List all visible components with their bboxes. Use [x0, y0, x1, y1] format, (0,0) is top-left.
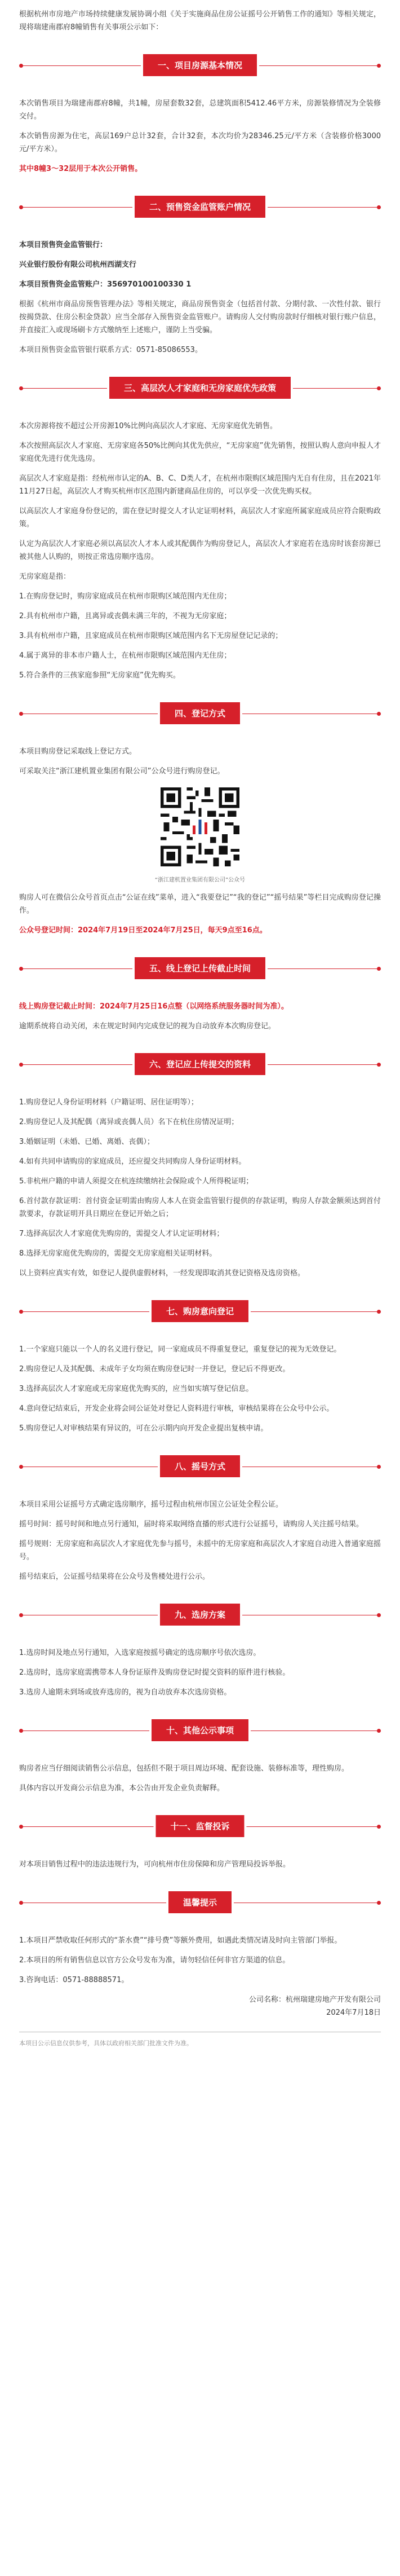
- section-3-para: 高层次人才家庭是指：经杭州市认定的A、B、C、D类人才，在杭州市限购区域范围内无自有住房，且在2021年11月27日起，高层次人才购买杭州市区范围内新建商品住房的，可以享受一次优先购买权。: [19, 474, 381, 496]
- section-4-para: 本项目购房登记采取线上登记方式。: [19, 747, 137, 756]
- section-7-para: 2.购房登记人及其配偶、未成年子女均须在购房登记时一并登记，登记后不得更改。: [19, 1365, 290, 1373]
- section-6-para: 2.购房登记人及其配偶（离异或丧偶人员）名下在杭住房情况证明；: [19, 1118, 239, 1126]
- section-title: 八、摇号方式: [160, 1455, 240, 1477]
- section-3-para: 认定为高层次人才家庭必须以高层次人才本人或其配偶作为购房登记人，高层次人才家庭若在选房时该套房源已被其他人认购的，则按正常选房顺序选房。: [19, 540, 381, 561]
- intro-paragraph: 根据杭州市房地产市场持续健康发展协调小组《关于实施商品住房公证摇号公开销售工作的通知》等相关规定，现将瑞建南郡府8幢销售有关事项公示如下：: [19, 10, 381, 32]
- divider-dot: [377, 1063, 381, 1067]
- signoff: [19, 1993, 381, 2019]
- section-9-para: 1.选房时间及地点另行通知，入选家庭按摇号确定的选房顺序号依次选房。: [19, 1649, 261, 1657]
- section-11-para: 对本项目销售过程中的违法违规行为，可向杭州市住房保障和房产管理局投诉举报。: [19, 1860, 291, 1869]
- section-title: 三、高层次人才家庭和无房家庭优先政策: [109, 377, 291, 399]
- section-7-para: 1.一个家庭只能以一个人的名义进行登记，同一家庭成员不得重复登记，重复登记的视为无效登记。: [19, 1345, 341, 1354]
- section-title: 四、登记方式: [160, 702, 240, 724]
- tips-para: 3.咨询电话：0571-88888571。: [19, 1976, 129, 1984]
- section-6-para: 以上资料应真实有效，如登记人提供虚假材料，一经发现即取消其登记资格及选房资格。: [19, 1269, 305, 1278]
- section-3-para: 1.在购房登记时，购房家庭成员在杭州市限购区域范围内无住房；: [19, 592, 232, 601]
- divider-dot: [19, 1465, 23, 1469]
- section-8-para: 摇号规则：无房家庭和高层次人才家庭优先参与摇号，未摇中的无房家庭和高层次人才家庭自动进入普通家庭摇号。: [19, 1540, 381, 1561]
- section-7-para: 4.意向登记结束后，开发企业将会同公证处对登记人资料进行审核，审核结果将在公众号中公示。: [19, 1404, 334, 1413]
- section-2-header: [19, 188, 381, 227]
- divider-dot: [19, 712, 23, 716]
- section-7-header: [19, 1292, 381, 1332]
- section-title: 七、购房意向登记: [152, 1300, 248, 1322]
- section-5-para: 逾期系统将自动关闭，未在规定时间内完成登记的视为自动放弃本次购房登记。: [19, 1022, 276, 1031]
- section-title: 九、选房方案: [160, 1604, 240, 1626]
- qr-code-icon[interactable]: [158, 785, 242, 869]
- divider-dot: [377, 712, 381, 716]
- section-title: 十一、监督投诉: [155, 1815, 244, 1837]
- section-3-para: 无房家庭是指：: [19, 573, 71, 581]
- section-2-para: 根据《杭州市商品房预售管理办法》等相关规定，商品房预售资金（包括首付款、分期付款、一次性付款、银行按揭贷款、住房公积金贷款）应当全部存入预售资金监管账户。请购房人交付购房款时仔细核对银行账户信息，并直接汇入或现场刷卡方式缴纳至上述账户，谨防上当受骗。: [19, 300, 381, 334]
- section-4-para: 可采取关注“浙江建机置业集团有限公司”公众号进行购房登记。: [19, 767, 225, 776]
- section-4-para: 购房人可在微信公众号首页点击“公证在线”菜单，进入“我要登记”“我的登记”“摇号结果”等栏目完成购房登记操作。: [19, 893, 381, 915]
- section-6-para: 1.购房登记人身份证明材料（户籍证明、居住证明等）；: [19, 1098, 198, 1107]
- section-3-para: 2.具有杭州市户籍，且离异或丧偶未满三年的，不视为无房家庭；: [19, 612, 232, 620]
- section-11-header: [19, 1807, 381, 1847]
- divider-dot: [377, 1465, 381, 1469]
- section-3-para: 5.符合条件的三孩家庭参照“无房家庭”优先购买。: [19, 671, 180, 680]
- section-10-para: 具体内容以开发商公示信息为准，本公告由开发企业负责解释。: [19, 1784, 225, 1793]
- divider-dot: [377, 1901, 381, 1905]
- section-8-header: [19, 1447, 381, 1487]
- section-9-header: [19, 1596, 381, 1635]
- divider-dot: [377, 967, 381, 971]
- divider-dot: [377, 1729, 381, 1733]
- tips-header: [19, 1883, 381, 1923]
- section-2-account: 本项目预售资金监管账户：356970100100330 1: [19, 280, 192, 289]
- section-title: 六、登记应上传提交的资料: [135, 1053, 265, 1075]
- section-4-header: [19, 694, 381, 734]
- section-title: 十、其他公示事项: [152, 1719, 248, 1741]
- section-1-header: [19, 46, 381, 86]
- divider-dot: [19, 386, 23, 390]
- divider-dot: [377, 1825, 381, 1829]
- divider-dot: [377, 386, 381, 390]
- section-8-para: 摇号结束后，公证摇号结果将在公众号及售楼处进行公示。: [19, 1573, 210, 1581]
- divider-dot: [19, 1310, 23, 1314]
- divider-dot: [19, 1901, 23, 1905]
- section-3-para: 3.具有杭州市户籍，且家庭成员在杭州市限购区域范围内名下无房屋登记记录的；: [19, 632, 283, 640]
- divider-dot: [377, 205, 381, 209]
- section-1-para: 本次销售项目为瑞建南郡府8幢，共1幢，房屋套数32套，总建筑面积5412.46平方米，房源装修情况为全装修交付。: [19, 99, 381, 121]
- section-title: 温馨提示: [168, 1891, 232, 1913]
- signoff-date: 2024年7月18日: [326, 2009, 381, 2017]
- section-6-para: 3.婚姻证明（未婚、已婚、离婚、丧偶）；: [19, 1138, 154, 1146]
- tips-para: 2.本项目的所有销售信息以官方公众号发布为准，请勿轻信任何非官方渠道的信息。: [19, 1956, 290, 1965]
- section-1-para: 其中8幢3～32层用于本次公开销售。: [19, 165, 143, 173]
- section-5-header: [19, 949, 381, 989]
- section-6-para: 6.首付款存款证明：首付资金证明需由购房人本人在资金监管银行提供的存款证明，购房人存款金额须达到首付款要求，存款证明开具日期应在登记开始之后；: [19, 1197, 381, 1218]
- section-title: 五、线上登记上传截止时间: [135, 957, 265, 979]
- section-6-header: [19, 1045, 381, 1085]
- divider-dot: [19, 1825, 23, 1829]
- divider-dot: [377, 64, 381, 68]
- section-6-para: 7.选择高层次人才家庭优先购房的，需提交人才认定证明材料；: [19, 1230, 224, 1238]
- section-1-para: 本次销售房源为住宅，高层169户总计32套，合计32套，本次均价为28346.25元/平方米（含装修价格3000元/平方米）。: [19, 132, 381, 153]
- divider-dot: [19, 64, 23, 68]
- section-3-header: [19, 369, 381, 408]
- divider-dot: [19, 1729, 23, 1733]
- section-3-para: 以高层次人才家庭身份登记的，需在登记时提交人才认定证明材料，高层次人才家庭所属家庭成员应符合限购政策。: [19, 507, 381, 529]
- section-2-bank: 兴业银行股份有限公司杭州西湖支行: [19, 261, 137, 269]
- section-9-para: 2.选房时，选房家庭需携带本人身份证原件及购房登记时提交资料的原件进行核验。: [19, 1668, 290, 1677]
- divider-dot: [377, 1613, 381, 1617]
- section-2-para: 本项目预售资金监管银行联系方式：0571-85086553。: [19, 346, 202, 354]
- company-name: 公司名称：杭州瑞建房地产开发有限公司: [248, 1996, 381, 2004]
- section-10-header: [19, 1711, 381, 1751]
- section-8-para: 摇号时间：摇号时间和地点另行通知，届时将采取网络直播的形式进行公证摇号，请购房人关注摇号结果。: [19, 1520, 364, 1529]
- divider-dot: [19, 1613, 23, 1617]
- tips-para: 1.本项目严禁收取任何形式的“茶水费”“排号费”等额外费用，如遇此类情况请及时向主管部门举报。: [19, 1936, 342, 1945]
- section-10-para: 购房者应当仔细阅读销售公示信息，包括但不限于项目周边环境、配套设施、装修标准等，理性购房。: [19, 1764, 349, 1773]
- qr-code-container: [19, 785, 381, 871]
- divider-dot: [19, 205, 23, 209]
- section-title: 二、预售资金监管账户情况: [135, 196, 265, 218]
- section-6-para: 4.如有共同申请购房的家庭成员，还应提交共同购房人身份证明材料。: [19, 1157, 246, 1166]
- section-5-para: 线上购房登记截止时间：2024年7月25日16点整（以网络系统服务器时间为准）。: [19, 1002, 288, 1011]
- section-title: 一、项目房源基本情况: [143, 54, 257, 76]
- divider-dot: [19, 967, 23, 971]
- qr-caption: “浙江建机置业集团有限公司”公众号: [154, 877, 246, 883]
- section-2-para: 本项目预售资金监管银行：: [19, 241, 108, 249]
- section-9-para: 3.选房人逾期未到场或放弃选房的，视为自动放弃本次选房资格。: [19, 1688, 232, 1697]
- divider-dot: [377, 1310, 381, 1314]
- section-3-para: 本次按照高层次人才家庭、无房家庭各50%比例向其优先供应，“无房家庭”优先销售，按照认购人意向申报人才家庭优先进行优先选房。: [19, 442, 381, 463]
- footnote: 本项目公示信息仅供参考，具体以政府相关部门批准文件为准。: [19, 2040, 193, 2047]
- section-7-para: 3.选择高层次人才家庭或无房家庭优先购买的，应当如实填写登记信息。: [19, 1385, 254, 1393]
- section-3-para: 本次房源将按不超过公开房源10%比例向高层次人才家庭、无房家庭优先销售。: [19, 422, 277, 430]
- section-6-para: 8.选择无房家庭优先购房的，需提交无房家庭相关证明材料。: [19, 1249, 217, 1258]
- section-3-para: 4.属于离异的非本市户籍人士，在杭州市限购区域范围内无住房；: [19, 651, 232, 660]
- section-4-para: 公众号登记时间：2024年7月19日至2024年7月25日，每天9点至16点。: [19, 926, 267, 935]
- section-7-para: 5.购房登记人对审核结果有异议的，可在公示期内向开发企业提出复核申请。: [19, 1424, 268, 1433]
- divider-dot: [19, 1063, 23, 1067]
- section-8-para: 本项目采用公证摇号方式确定选房顺序，摇号过程由杭州市国立公证处全程公证。: [19, 1500, 283, 1509]
- section-6-para: 5.非杭州户籍的申请人须提交在杭连续缴纳社会保险或个人所得税证明；: [19, 1177, 254, 1186]
